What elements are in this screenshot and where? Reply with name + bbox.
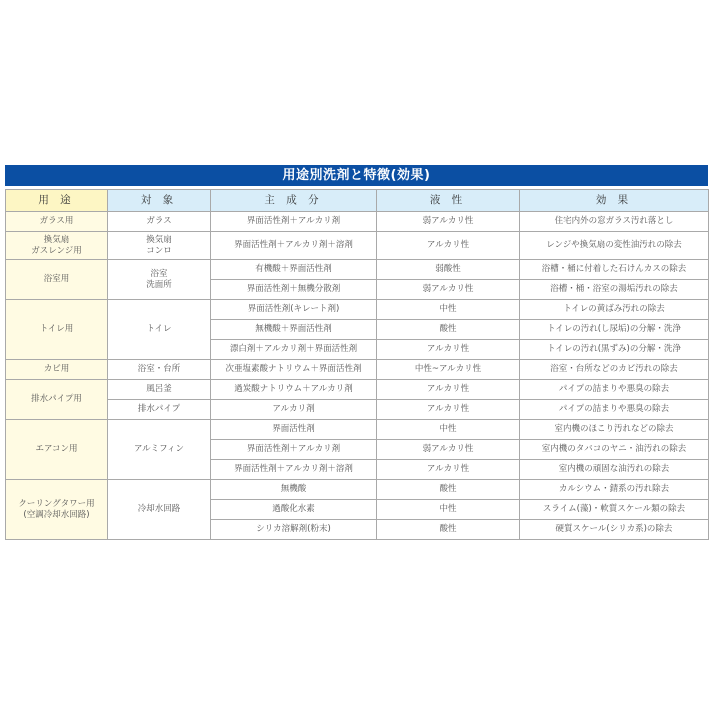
ingredient-cell: 過酸化水素 (211, 500, 377, 520)
ph-cell: 中性 (377, 420, 520, 440)
header-use: 用 途 (6, 190, 108, 212)
effect-cell: カルシウム・錆系の汚れ除去 (520, 480, 709, 500)
table-row (6, 232, 709, 260)
target-cell: アルミフィン (108, 420, 211, 480)
effect-cell: トイレの汚れ(し尿垢)の分解・洗浄 (520, 320, 709, 340)
target-cell: 換気扇 コンロ (108, 232, 211, 260)
table-row (6, 360, 709, 380)
effect-cell: パイプの詰まりや悪臭の除去 (520, 380, 709, 400)
ph-cell: 弱アルカリ性 (377, 280, 520, 300)
use-cell: 換気扇 ガスレンジ用 (6, 232, 108, 260)
use-cell: 浴室用 (6, 260, 108, 300)
ph-cell: 酸性 (377, 520, 520, 540)
use-cell: ガラス用 (6, 212, 108, 232)
effect-cell: 室内機のほこり汚れなどの除去 (520, 420, 709, 440)
ph-cell: 酸性 (377, 480, 520, 500)
ph-cell: 弱酸性 (377, 260, 520, 280)
table-row (6, 480, 709, 500)
ingredient-cell: 界面活性剤＋アルカリ剤＋溶剤 (211, 232, 377, 260)
ingredient-cell: 漂白剤＋アルカリ剤＋界面活性剤 (211, 340, 377, 360)
ph-cell: 中性 (377, 500, 520, 520)
ingredient-cell: シリカ溶解剤(粉末) (211, 520, 377, 540)
ingredient-cell: 有機酸＋界面活性剤 (211, 260, 377, 280)
ingredient-cell: 界面活性剤 (211, 420, 377, 440)
target-cell: トイレ (108, 300, 211, 360)
use-cell: トイレ用 (6, 300, 108, 360)
ingredient-cell: 次亜塩素酸ナトリウム＋界面活性剤 (211, 360, 377, 380)
ingredient-cell: 過炭酸ナトリウム＋アルカリ剤 (211, 380, 377, 400)
header-row (6, 190, 709, 212)
table-row (6, 380, 709, 400)
ph-cell: 酸性 (377, 320, 520, 340)
ph-cell: 中性 (377, 300, 520, 320)
effect-cell: パイプの詰まりや悪臭の除去 (520, 400, 709, 420)
header-ingredient: 主 成 分 (211, 190, 377, 212)
target-cell: 風呂釜 (108, 380, 211, 400)
target-cell: 浴室・台所 (108, 360, 211, 380)
use-cell: カビ用 (6, 360, 108, 380)
cleaner-table-panel (5, 165, 708, 540)
effect-cell: 浴槽・桶・浴室の湯垢汚れの除去 (520, 280, 709, 300)
ph-cell: アルカリ性 (377, 460, 520, 480)
cleaner-table (5, 189, 709, 540)
effect-cell: 硬質スケール(シリカ系)の除去 (520, 520, 709, 540)
effect-cell: 浴室・台所などのカビ汚れの除去 (520, 360, 709, 380)
effect-cell: 室内機の頑固な油汚れの除去 (520, 460, 709, 480)
effect-cell: レンジや換気扇の変性油汚れの除去 (520, 232, 709, 260)
table-row (6, 420, 709, 440)
effect-cell: 室内機のタバコのヤニ・油汚れの除去 (520, 440, 709, 460)
ingredient-cell: 界面活性剤＋アルカリ剤 (211, 440, 377, 460)
ph-cell: アルカリ性 (377, 380, 520, 400)
table-row (6, 212, 709, 232)
target-cell: ガラス (108, 212, 211, 232)
ingredient-cell: 界面活性剤＋アルカリ剤 (211, 212, 377, 232)
ingredient-cell: 無機酸 (211, 480, 377, 500)
ph-cell: アルカリ性 (377, 340, 520, 360)
ph-cell: 弱アルカリ性 (377, 212, 520, 232)
effect-cell: スライム(藻)・軟質スケール類の除去 (520, 500, 709, 520)
header-effect: 効 果 (520, 190, 709, 212)
ingredient-cell: 無機酸＋界面活性剤 (211, 320, 377, 340)
table-row (6, 300, 709, 320)
target-cell: 浴室 洗面所 (108, 260, 211, 300)
effect-cell: トイレの黄ばみ汚れの除去 (520, 300, 709, 320)
ingredient-cell: 界面活性剤＋無機分散剤 (211, 280, 377, 300)
ingredient-cell: 界面活性剤＋アルカリ剤＋溶剤 (211, 460, 377, 480)
effect-cell: トイレの汚れ(黒ずみ)の分解・洗浄 (520, 340, 709, 360)
effect-cell: 住宅内外の窓ガラス汚れ落とし (520, 212, 709, 232)
ph-cell: アルカリ性 (377, 400, 520, 420)
use-cell: クーリングタワー用 (空調冷却水回路) (6, 480, 108, 540)
ph-cell: アルカリ性 (377, 232, 520, 260)
ingredient-cell: 界面活性剤(キレート剤) (211, 300, 377, 320)
effect-cell: 浴槽・桶に付着した石けんカスの除去 (520, 260, 709, 280)
use-cell: エアコン用 (6, 420, 108, 480)
use-cell: 排水パイプ用 (6, 380, 108, 420)
table-row (6, 400, 709, 420)
ph-cell: 中性~アルカリ性 (377, 360, 520, 380)
target-cell: 冷却水回路 (108, 480, 211, 540)
header-target: 対 象 (108, 190, 211, 212)
ph-cell: 弱アルカリ性 (377, 440, 520, 460)
ingredient-cell: アルカリ剤 (211, 400, 377, 420)
table-row (6, 260, 709, 280)
target-cell: 排水パイプ (108, 400, 211, 420)
header-ph: 液 性 (377, 190, 520, 212)
table-title: 用途別洗剤と特徴(効果) (5, 165, 708, 186)
